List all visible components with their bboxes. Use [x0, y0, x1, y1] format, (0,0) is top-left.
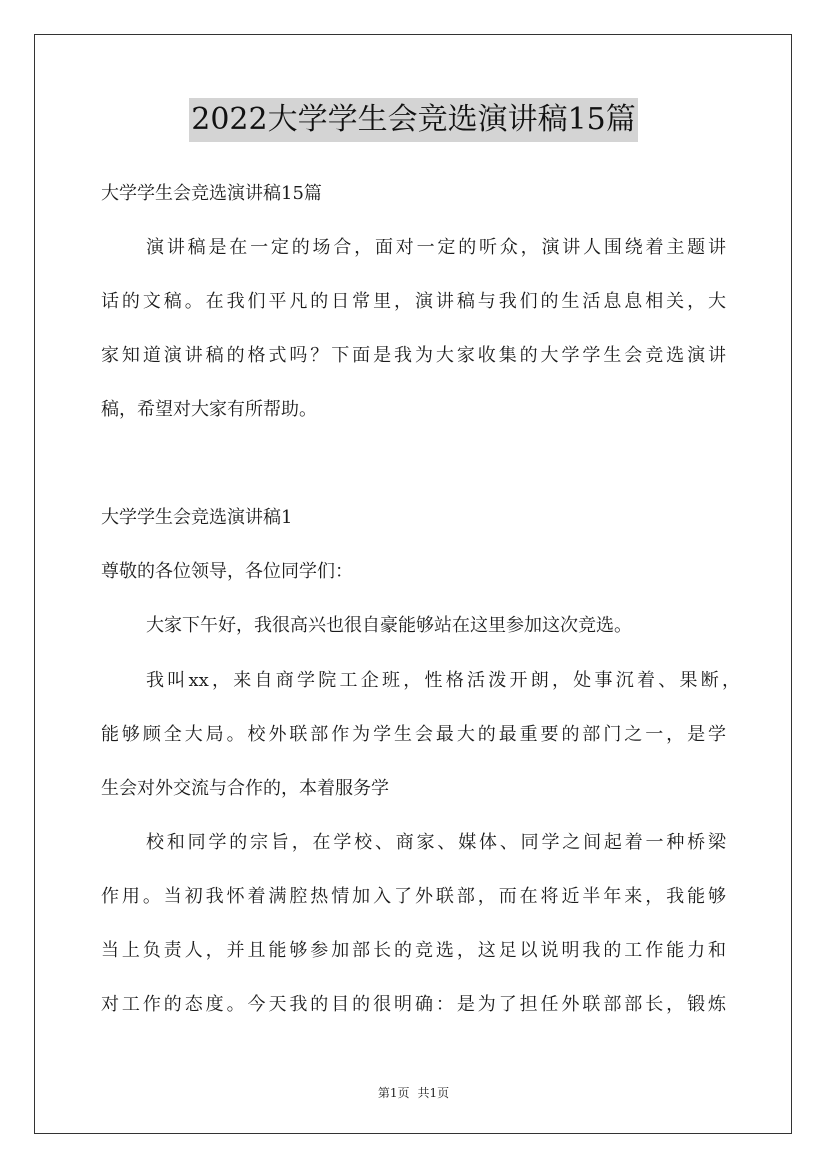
title-container [0, 98, 827, 142]
para2-line-2: 作用。当初我怀着满腔热情加入了外联部，而在将近半年来，我能够 [101, 886, 726, 907]
page-number: 第1页 [377, 1086, 410, 1100]
para2-line-1: 校和同学的宗旨，在学校、商家、媒体、同学之间起着一种桥梁 [146, 832, 726, 853]
para1-line-1: 我叫xx，来自商学院工企班，性格活泼开朗，处事沉着、果断， [146, 670, 740, 691]
greeting: 大家下午好，我很高兴也很自豪能够站在这里参加这次竞选。 [146, 615, 632, 636]
salutation: 尊敬的各位领导，各位同学们： [101, 561, 353, 582]
document-subtitle: 大学学生会竞选演讲稿15篇 [101, 183, 322, 204]
intro-line-2: 话的文稿。在我们平凡的日常里，演讲稿与我们的生活息息相关，大 [101, 291, 726, 312]
intro-line-4: 稿，希望对大家有所帮助。 [101, 399, 317, 420]
page-total: 共1页 [417, 1086, 450, 1100]
para1-line-2: 能够顾全大局。校外联部作为学生会最大的最重要的部门之一，是学 [101, 724, 726, 745]
intro-line-3: 家知道演讲稿的格式吗？下面是我为大家收集的大学学生会竞选演讲 [101, 345, 726, 366]
section-heading: 大学学生会竞选演讲稿1 [101, 507, 293, 528]
intro-line-1: 演讲稿是在一定的场合，面对一定的听众，演讲人围绕着主题讲 [146, 237, 726, 258]
para1-line-3: 生会对外交流与合作的，本着服务学 [101, 778, 389, 799]
para2-line-4: 对工作的态度。今天我的目的很明确：是为了担任外联部部长，锻炼 [101, 994, 726, 1015]
page-footer [0, 1085, 827, 1101]
para2-line-3: 当上负责人，并且能够参加部长的竞选，这足以说明我的工作能力和 [101, 940, 726, 961]
document-title: 2022大学学生会竞选演讲稿15篇 [189, 98, 638, 142]
